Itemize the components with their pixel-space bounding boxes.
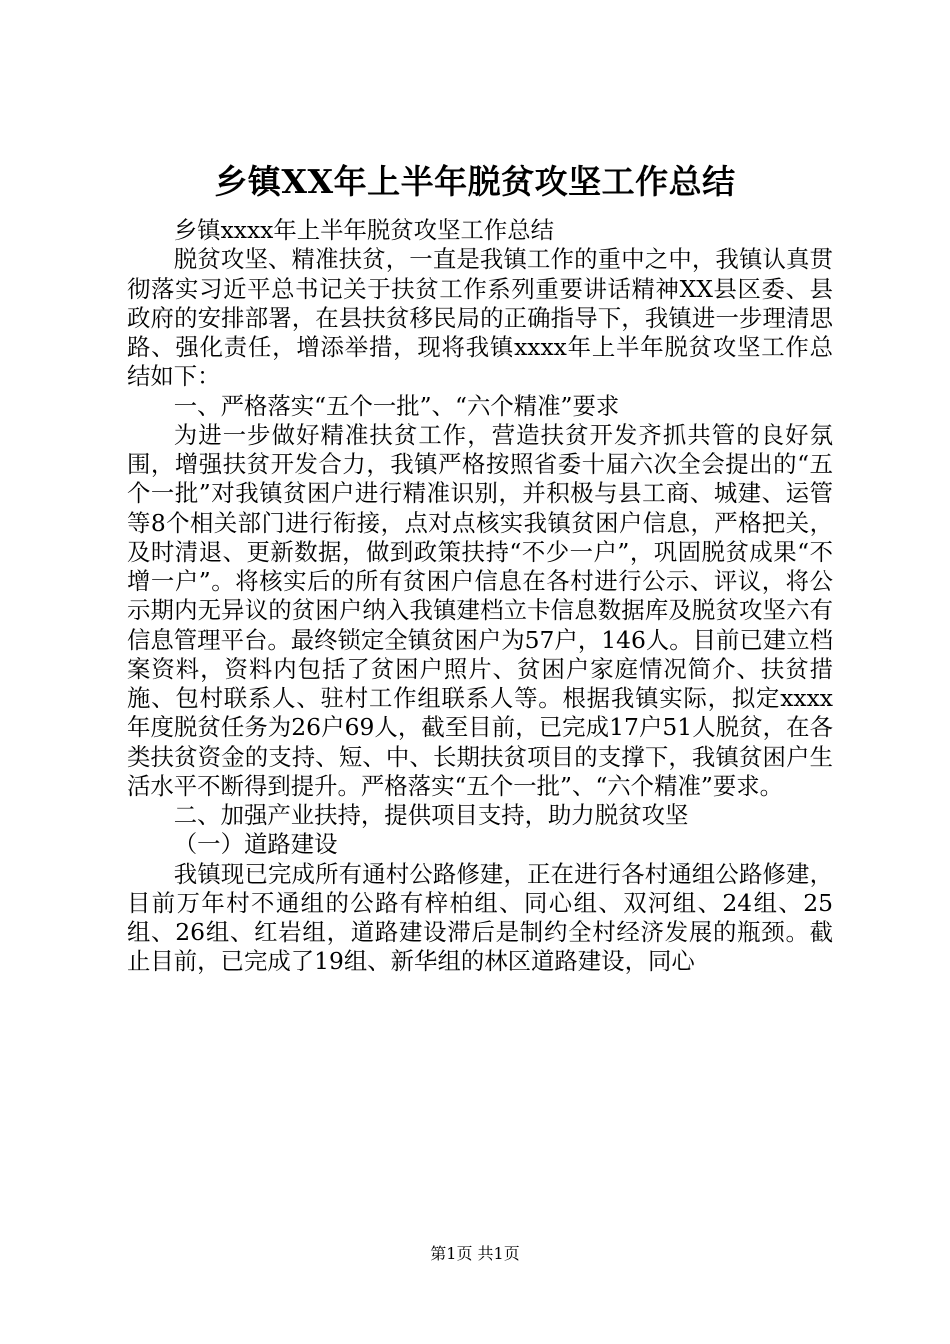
page-footer: 第1页 共1页 [430,1244,520,1263]
paragraph-subtitle: 乡镇xxxx年上半年脱贫攻坚工作总结 [173,216,555,244]
paragraph-intro: 脱贫攻坚、精准扶贫，一直是我镇工作的重中之中，我镇认真贯彻落实习近平总书记关于扶贫工作系列重要讲话精神XX县区委、县政府的安排部署，在县扶贫移民局的正确指导下，我镇进一步理清思路、强化责任，增添举措，现将我镇xxxx年上半年脱贫攻坚工作总结如下： [127,245,833,391]
subsection-heading-1: （一）道路建设 [173,830,338,859]
paragraph-section-1: 为进一步做好精准扶贫工作，营造扶贫开发齐抓共管的良好氛围，增强扶贫开发合力，我镇严格按照省委十届六次全会提出的“五个一批”对我镇贫困户进行精准识别，并积极与县工商、城建、运管等8个相关部门进行衔接，点对点核实我镇贫困户信息，严格把关，及时清退、更新数据，做到政策扶持“不少一户”，巩固脱贫成果“不增一户”。将核实后的所有贫困户信息在各村进行公示、评议，将公示期内无异议的贫困户纳入我镇建档立卡信息数据库及脱贫攻坚六有信息管理平台。最终锁定全镇贫困户为57户，146人。目前已建立档案资料，资料内包括了贫困户照片、贫困户家庭情况简介、扶贫措施、包村联系人、驻村工作组联系人等。根据我镇实际，拟定xxxx年度脱贫任务为26户69人，截至目前，已完成17户51人脱贫，在各类扶贫资金的支持、短、中、长期扶贫项目的支撑下，我镇贫困户生活水平不断得到提升。严格落实“五个一批”、“六个精准”要求。 [127,420,833,800]
section-heading-2: 二、加强产业扶持，提供项目支持，助力脱贫攻坚 [173,801,689,829]
section-heading-1: 一、严格落实“五个一批”、“六个精准”要求 [173,391,620,420]
document-body [127,216,833,977]
paragraph-road-construction: 我镇现已完成所有通村公路修建，正在进行各村通组公路修建，目前万年村不通组的公路有梓柏组、同心组、双河组、24组、25组、26组、红岩组，道路建设滞后是制约全村经济发展的瓶颈。截止目前，已完成了19组、新华组的林区道路建设，同心 [127,859,833,976]
document-title: 乡镇XX年上半年脱贫攻坚工作总结 [214,162,736,201]
